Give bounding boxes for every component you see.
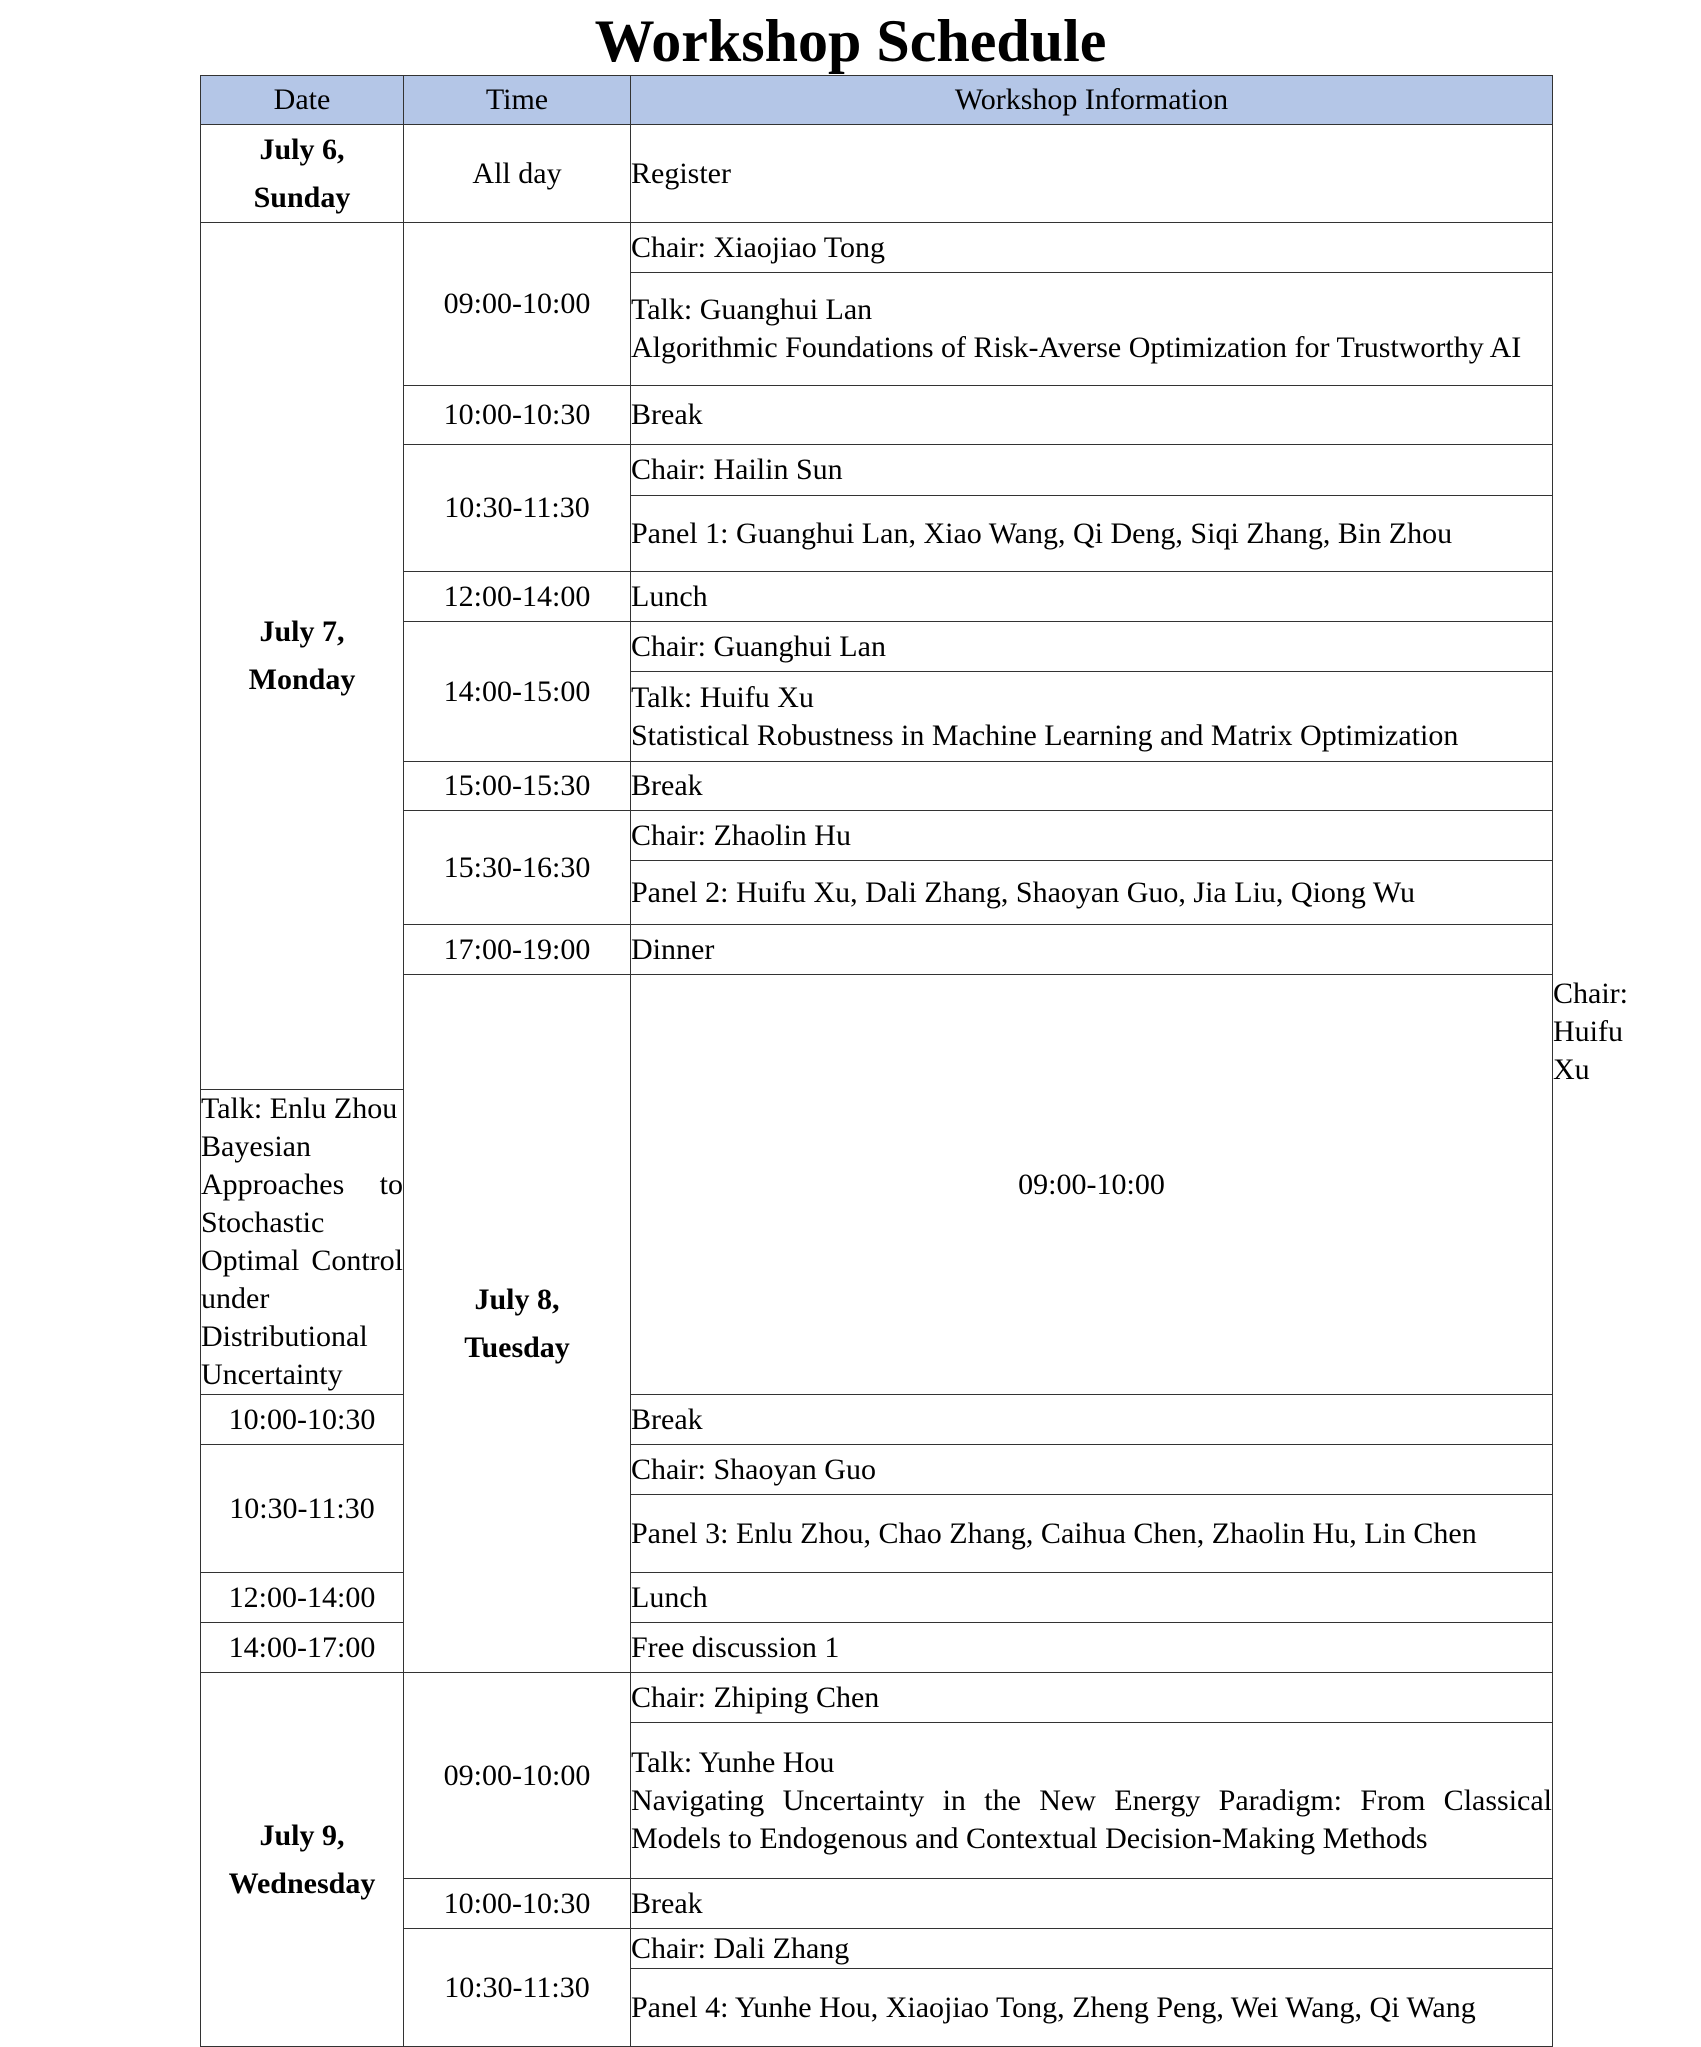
- info-cell: Break: [631, 1879, 1553, 1929]
- info-cell: Chair: Dali Zhang: [631, 1929, 1553, 1969]
- info-cell: Panel 1: Guanghui Lan, Xiao Wang, Qi Deng, Siqi Zhang, Bin Zhou: [631, 496, 1553, 572]
- time-cell: 10:00-10:30: [201, 1395, 404, 1445]
- info-cell: Chair: Hailin Sun: [631, 445, 1553, 496]
- time-cell: 14:00-17:00: [201, 1623, 404, 1673]
- table-row: [201, 811, 1553, 861]
- talk-speaker: Talk: Guanghui Lan: [631, 293, 873, 326]
- time-cell: 15:00-15:30: [404, 762, 631, 811]
- table-row: [201, 925, 1553, 975]
- talk-speaker: Talk: Huifu Xu: [631, 680, 814, 714]
- table-header-row: [201, 76, 1553, 125]
- talk-title: Algorithmic Foundations of Risk-Averse Optimization for Trustworthy AI: [631, 331, 1522, 364]
- weekday-line: Wednesday: [228, 1866, 376, 1900]
- time-cell: 17:00-19:00: [404, 925, 631, 975]
- date-line: July 8,: [474, 1282, 560, 1316]
- date-cell: [404, 975, 631, 1673]
- weekday-line: Monday: [248, 663, 356, 696]
- date-line: July 7,: [259, 615, 345, 648]
- info-cell: Break: [631, 762, 1553, 811]
- table-row: [201, 1623, 1553, 1673]
- info-cell: Chair: Zhaolin Hu: [631, 811, 1553, 861]
- table-row: [201, 1573, 1553, 1623]
- info-cell: [201, 1090, 404, 1395]
- page-title: Workshop Schedule: [594, 8, 1107, 74]
- table-row: [201, 572, 1553, 622]
- time-cell: 10:30-11:30: [201, 1445, 404, 1573]
- info-cell: Chair: Zhiping Chen: [631, 1673, 1553, 1723]
- date-line: July 9,: [259, 1818, 345, 1852]
- table-row: [201, 125, 1553, 223]
- info-cell: [631, 672, 1553, 762]
- table-row: [201, 1673, 1553, 1723]
- info-cell: Chair: Shaoyan Guo: [631, 1445, 1553, 1495]
- info-cell: Free discussion 1: [631, 1623, 1553, 1673]
- time-cell: 10:00-10:30: [404, 1879, 631, 1929]
- info-cell: [631, 273, 1553, 386]
- table-row: [201, 445, 1553, 496]
- column-header-info: Workshop Information: [631, 76, 1553, 125]
- info-cell: Lunch: [631, 1573, 1553, 1623]
- time-cell: All day: [404, 125, 631, 223]
- table-row: [201, 223, 1553, 273]
- info-cell: Panel 2: Huifu Xu, Dali Zhang, Shaoyan Guo, Jia Liu, Qiong Wu: [631, 861, 1553, 925]
- weekday-line: Sunday: [253, 180, 351, 214]
- time-cell: 15:30-16:30: [404, 811, 631, 925]
- date-cell: [201, 1673, 404, 2047]
- column-header-time: Time: [404, 76, 631, 125]
- table-row: [201, 1395, 1553, 1445]
- time-cell: 12:00-14:00: [201, 1573, 404, 1623]
- info-cell: Break: [631, 1395, 1553, 1445]
- talk-speaker: Talk: Yunhe Hou: [631, 1745, 835, 1779]
- info-cell: Break: [631, 386, 1553, 445]
- time-cell: 09:00-10:00: [404, 1673, 631, 1879]
- table-row: [201, 762, 1553, 811]
- talk-title: Statistical Robustness in Machine Learning and Matrix Optimization: [631, 718, 1459, 752]
- time-cell: 10:30-11:30: [404, 1929, 631, 2047]
- table-row: [201, 1879, 1553, 1929]
- info-cell: Panel 3: Enlu Zhou, Chao Zhang, Caihua Chen, Zhaolin Hu, Lin Chen: [631, 1495, 1553, 1573]
- time-cell: 10:00-10:30: [404, 386, 631, 445]
- time-cell: 10:30-11:30: [404, 445, 631, 572]
- talk-title: Navigating Uncertainty in the New Energy Paradigm: From Classical Models to Endogenous and Contextual Decision-Making Methods: [631, 1783, 1552, 1855]
- table-row: [201, 386, 1553, 445]
- info-cell: Register: [631, 125, 1553, 223]
- info-cell: Dinner: [631, 925, 1553, 975]
- table-row: [201, 1445, 1553, 1495]
- table-row: July 8, Tuesday 09:00-10:00 Chair: Huifu Xu: [201, 975, 1553, 1090]
- info-cell: [631, 1723, 1553, 1879]
- time-cell: 14:00-15:00: [404, 622, 631, 762]
- time-cell: 09:00-10:00: [404, 223, 631, 386]
- date-cell: [201, 223, 404, 1090]
- info-cell: Chair: Guanghui Lan: [631, 622, 1553, 672]
- info-cell: Lunch: [631, 572, 1553, 622]
- time-cell: 09:00-10:00: [631, 975, 1553, 1395]
- info-cell: Chair: Xiaojiao Tong: [631, 223, 1553, 273]
- info-cell: Panel 4: Yunhe Hou, Xiaojiao Tong, Zheng Peng, Wei Wang, Qi Wang: [631, 1969, 1553, 2047]
- table-row: [201, 622, 1553, 672]
- column-header-date: Date: [201, 76, 404, 125]
- table-row: [201, 1929, 1553, 1969]
- time-cell: 12:00-14:00: [404, 572, 631, 622]
- date-line: July 6,: [259, 132, 345, 166]
- schedule-table: [200, 75, 1628, 2047]
- date-cell: [201, 125, 404, 223]
- talk-speaker: Talk: Enlu Zhou: [201, 1092, 398, 1125]
- weekday-line: Tuesday: [464, 1330, 570, 1364]
- talk-title: Bayesian Approaches to Stochastic Optimal Control under Distributional Uncertainty: [201, 1130, 403, 1391]
